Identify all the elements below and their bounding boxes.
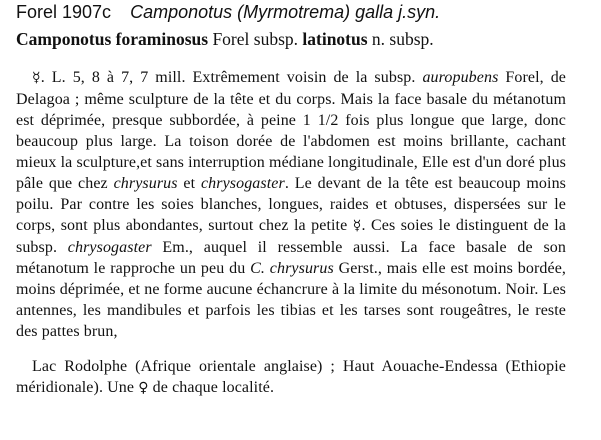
description-text: . Ces soies le distinguent de la subsp. bbox=[16, 217, 566, 256]
description-paragraph bbox=[16, 67, 566, 342]
description-text: Gerst., mais elle est moins bordée, moins déprimée, et ne forme aucune échancrure à la limite du mésonotum. Noir. Les antennes, les mandibules et parfois les tibias et les tarses sont rougeâtres, le reste des pattes brun, bbox=[16, 260, 566, 340]
taxon-status: n. subsp. bbox=[371, 29, 434, 49]
description-text: . L. 5, 8 à 7, 7 mill. Extrêmement voisin de la subsp. bbox=[40, 69, 423, 86]
taxon-rank: subsp. bbox=[253, 29, 299, 49]
species-name: Camponotus foraminosus bbox=[16, 29, 209, 49]
locality-text: Lac Rodolphe (Afrique orientale anglaise) ; Haut Aouache-Endessa (Ethiopie méridionale). Une bbox=[16, 358, 566, 396]
description-body bbox=[16, 67, 566, 399]
taxon-italic: chrysogaster bbox=[67, 239, 152, 256]
citation: Forel 1907c bbox=[16, 2, 112, 22]
taxon-italic: C. chrysurus bbox=[250, 260, 334, 277]
locality-text: de chaque localité. bbox=[148, 379, 275, 396]
taxon-italic: chrysogaster bbox=[200, 175, 285, 192]
page-header bbox=[16, 0, 591, 52]
description-text: Forel, de Delagoa ; même sculpture de la tête et du corps. Mais la face basale du métanotum est déprimée, presque subbordée, à peine 1 1/2 fois plus longue que large, donc beaucoup plus large. La toison dorée de l'abdomen est moins brillante, cachant mieux la sculpture,et sans interruption médiane longitudinale, Elle est d'un doré plus pâle que chez bbox=[16, 69, 566, 192]
locality-paragraph bbox=[16, 356, 566, 399]
taxon-title bbox=[16, 26, 591, 52]
synonym-note: Camponotus (Myrmotrema) galla j.syn. bbox=[130, 2, 441, 22]
worker-symbol: ☿ bbox=[32, 70, 41, 86]
description-text: et bbox=[177, 175, 201, 192]
worker-symbol: ☿ bbox=[352, 218, 362, 234]
description-text: Em., auquel il ressemble aussi. La face basale de son métanotum le rapproche un peu du bbox=[16, 239, 566, 277]
citation-line bbox=[16, 0, 591, 24]
subspecies-name: latinotus bbox=[302, 29, 368, 49]
taxon-italic: chrysurus bbox=[113, 175, 178, 192]
taxon-author: Forel bbox=[212, 29, 250, 49]
taxon-italic: auropubens bbox=[422, 69, 499, 86]
description-text: . Le devant de la tête est beaucoup moins poilu. Par contre les soies blanches, longues, raides et obtuses, dispersées sur le corps, sont plus abondantes, surtout chez la petite bbox=[16, 175, 566, 234]
female-symbol: ♀ bbox=[138, 380, 149, 396]
